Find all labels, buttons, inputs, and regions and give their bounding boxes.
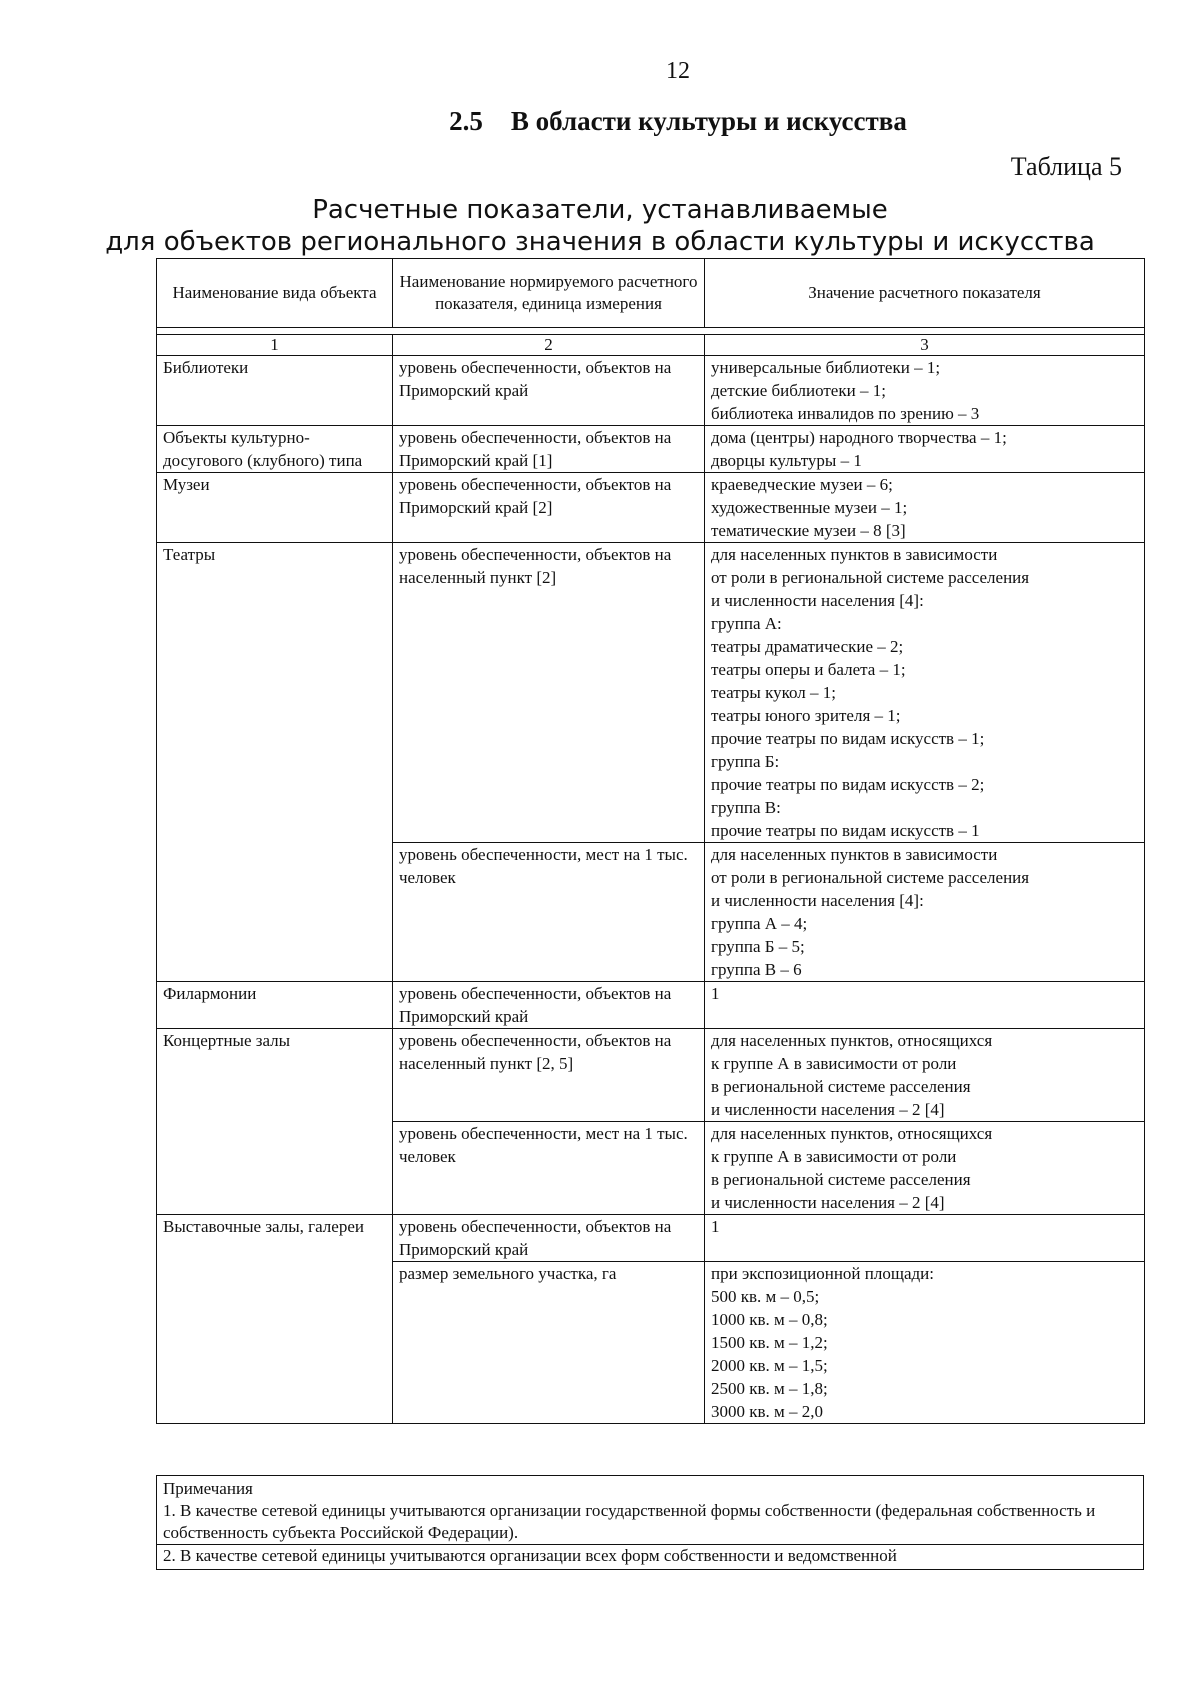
value-line: библиотека инвалидов по зрению – 3 — [711, 404, 980, 423]
table-row — [157, 543, 1145, 843]
column-number: 3 — [705, 335, 1145, 356]
table-row — [157, 473, 1145, 543]
object-type-cell: Объекты культурно-досугового (клубного) типа — [157, 426, 393, 473]
indicator-cell: уровень обеспеченности, объектов на Приморский край — [393, 1215, 705, 1262]
value-cell — [705, 843, 1145, 982]
indicator-cell: уровень обеспеченности, объектов на населенный пункт [2] — [393, 543, 705, 843]
indicators-table — [156, 258, 1145, 1424]
value-line: театры оперы и балета – 1; — [711, 660, 906, 679]
object-type-cell: Филармонии — [157, 982, 393, 1029]
value-line: группа В: — [711, 798, 781, 817]
value-line: от роли в региональной системе расселения — [711, 568, 1030, 587]
value-line: 2000 кв. м – 1,5; — [711, 1356, 828, 1375]
section-number: 2.5 — [449, 106, 483, 136]
value-line: и численности населения – 2 [4] — [711, 1100, 945, 1119]
value-line: 500 кв. м – 0,5; — [711, 1287, 820, 1306]
value-line: тематические музеи – 8 [3] — [711, 521, 906, 540]
table-title-line2: для объектов регионального значения в области культуры и искусства — [105, 227, 1095, 257]
table-label: Таблица 5 — [1010, 152, 1122, 181]
value-line: группа А – 4; — [711, 914, 808, 933]
value-cell — [705, 982, 1145, 1029]
value-cell — [705, 1215, 1145, 1262]
value-cell — [705, 426, 1145, 473]
note-item: 2. В качестве сетевой единицы учитываются организации всех форм собственности и ведомственной — [157, 1544, 1143, 1567]
value-line: и численности населения [4]: — [711, 891, 924, 910]
value-line: художественные музеи – 1; — [711, 498, 908, 517]
indicator-cell: уровень обеспеченности, объектов на Приморский край — [393, 356, 705, 426]
value-line: универсальные библиотеки – 1; — [711, 358, 941, 377]
value-line: краеведческие музеи – 6; — [711, 475, 893, 494]
table-row — [157, 982, 1145, 1029]
value-line: при экспозиционной площади: — [711, 1264, 934, 1283]
indicator-cell: уровень обеспеченности, объектов на Приморский край — [393, 982, 705, 1029]
value-line: и численности населения – 2 [4] — [711, 1193, 945, 1212]
column-header-indicator: Наименование нормируемого расчетного показателя, единица измерения — [393, 259, 705, 328]
value-line: 2500 кв. м – 1,8; — [711, 1379, 828, 1398]
value-line: к группе А в зависимости от роли — [711, 1054, 957, 1073]
object-type-cell: Библиотеки — [157, 356, 393, 426]
value-line: прочие театры по видам искусств – 1; — [711, 729, 985, 748]
column-numbers-row — [157, 335, 1145, 356]
value-line: для населенных пунктов в зависимости — [711, 845, 998, 864]
object-type-cell: Театры — [157, 543, 393, 982]
value-line: в региональной системе расселения — [711, 1170, 971, 1189]
indicator-cell: уровень обеспеченности, объектов на Приморский край [2] — [393, 473, 705, 543]
section-heading — [78, 106, 1200, 137]
value-line: театры кукол – 1; — [711, 683, 836, 702]
value-line: для населенных пунктов, относящихся — [711, 1031, 993, 1050]
table-title — [0, 194, 1200, 258]
value-cell — [705, 356, 1145, 426]
value-line: дома (центры) народного творчества – 1; — [711, 428, 1007, 447]
object-type-cell: Выставочные залы, галереи — [157, 1215, 393, 1424]
value-line: театры юного зрителя – 1; — [711, 706, 901, 725]
value-line: 1 — [711, 984, 720, 1003]
value-line: и численности населения [4]: — [711, 591, 924, 610]
indicator-cell: уровень обеспеченности, объектов на Приморский край [1] — [393, 426, 705, 473]
value-cell — [705, 1122, 1145, 1215]
value-line: 3000 кв. м – 2,0 — [711, 1402, 824, 1421]
value-line: театры драматические – 2; — [711, 637, 904, 656]
value-line: группа Б – 5; — [711, 937, 805, 956]
value-line: 1 — [711, 1217, 720, 1236]
value-line: прочие театры по видам искусств – 2; — [711, 775, 985, 794]
page-number: 12 — [666, 58, 690, 84]
column-number: 2 — [393, 335, 705, 356]
table-row — [157, 356, 1145, 426]
table-title-line1: Расчетные показатели, устанавливаемые — [312, 195, 888, 225]
column-header-value: Значение расчетного показателя — [705, 259, 1145, 328]
indicator-cell: уровень обеспеченности, мест на 1 тыс. человек — [393, 1122, 705, 1215]
value-cell — [705, 1029, 1145, 1122]
table-row — [157, 426, 1145, 473]
notes-box — [156, 1475, 1144, 1570]
note-item: 1. В качестве сетевой единицы учитываются организации государственной формы собственности (федеральная собственность и собственность субъекта Российской Федерации). — [163, 1501, 1096, 1542]
value-line: в региональной системе расселения — [711, 1077, 971, 1096]
column-header-object: Наименование вида объекта — [157, 259, 393, 328]
table-header-row — [157, 259, 1145, 328]
value-line: для населенных пунктов в зависимости — [711, 545, 998, 564]
indicator-cell: уровень обеспеченности, мест на 1 тыс. человек — [393, 843, 705, 982]
section-title: В области культуры и искусства — [510, 106, 907, 136]
value-line: для населенных пунктов, относящихся — [711, 1124, 993, 1143]
header-spacer — [157, 328, 1145, 335]
value-cell — [705, 1262, 1145, 1424]
object-type-cell: Концертные залы — [157, 1029, 393, 1215]
indicator-cell: уровень обеспеченности, объектов на населенный пункт [2, 5] — [393, 1029, 705, 1122]
value-cell — [705, 543, 1145, 843]
value-line: к группе А в зависимости от роли — [711, 1147, 957, 1166]
value-line: прочие театры по видам искусств – 1 — [711, 821, 980, 840]
value-cell — [705, 473, 1145, 543]
notes-title: Примечания — [163, 1479, 253, 1498]
value-line: группа А: — [711, 614, 782, 633]
value-line: группа Б: — [711, 752, 780, 771]
value-line: 1000 кв. м – 0,8; — [711, 1310, 828, 1329]
value-line: 1500 кв. м – 1,2; — [711, 1333, 828, 1352]
value-line: дворцы культуры – 1 — [711, 451, 862, 470]
table-row — [157, 1215, 1145, 1262]
value-line: от роли в региональной системе расселения — [711, 868, 1030, 887]
table-row — [157, 1029, 1145, 1122]
value-line: детские библиотеки – 1; — [711, 381, 886, 400]
value-line: группа В – 6 — [711, 960, 802, 979]
object-type-cell: Музеи — [157, 473, 393, 543]
column-number: 1 — [157, 335, 393, 356]
indicator-cell: размер земельного участка, га — [393, 1262, 705, 1424]
